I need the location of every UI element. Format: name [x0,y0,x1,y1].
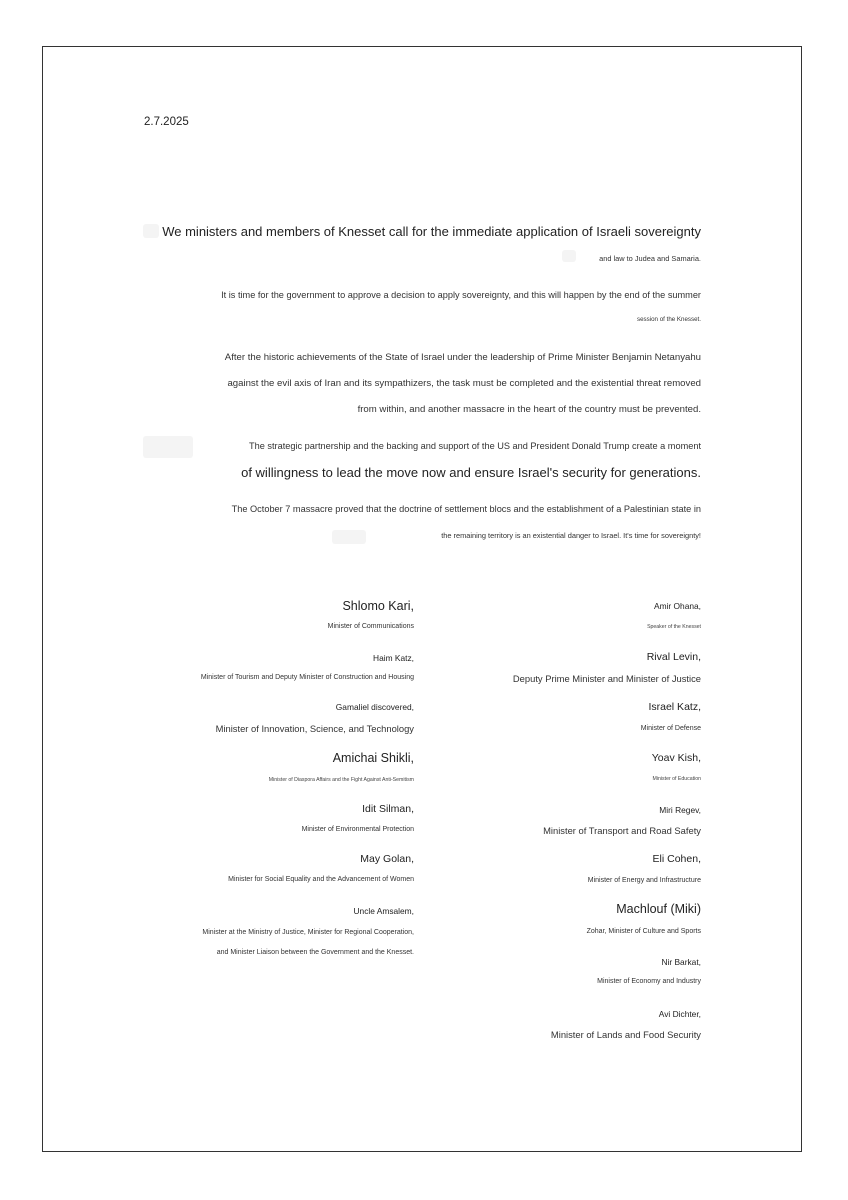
scan-artifact [143,224,159,238]
paragraph-2-line-2: session of the Knesset. [637,316,701,323]
document-date: 2.7.2025 [144,116,189,128]
signatory-title: Minister of Innovation, Science, and Technology [215,723,414,734]
signatory-name: Eli Cohen, [652,853,701,865]
scan-artifact [562,250,576,262]
signatory-title: and Minister Liaison between the Government and the Knesset. [216,949,414,956]
signatory-name: Rival Levin, [646,651,701,663]
signatory-name: Idit Silman, [362,803,414,815]
signatory-name: Israel Katz, [648,701,701,713]
signatory-title: Minister of Defense [640,725,701,732]
signatory-title: Minister of Environmental Protection [301,826,414,833]
signatory-name: Nir Barkat, [661,957,701,967]
signatory-name: Amir Ohana, [653,601,701,611]
signatory-title: Minister of Energy and Infrastructure [587,877,701,884]
signatory-title: Minister of Communications [327,623,414,630]
paragraph-5-line-2: the remaining territory is an existential danger to Israel. It's time for sovereignty! [441,531,701,540]
signatory-name: Uncle Amsalem, [353,906,414,916]
signatory-name: Shlomo Kari, [342,599,414,613]
signatory-title: Minister of Economy and Industry [597,978,701,985]
signatory-title: Minister at the Ministry of Justice, Minister for Regional Cooperation, [202,929,414,936]
page-border [42,46,802,1152]
signatory-name: Amichai Shikli, [332,751,414,765]
signatory-name: Gamaliel discovered, [335,702,414,712]
signatory-title: Minister of Lands and Food Security [550,1029,701,1040]
paragraph-3-line-1: After the historic achievements of the State of Israel under the leadership of Prime Minister Benjamin Netanyahu [224,352,701,363]
signatory-title: Minister for Social Equality and the Advancement of Women [228,876,414,883]
signatory-name: Miri Regev, [659,805,701,815]
signatory-title: Deputy Prime Minister and Minister of Justice [512,673,701,684]
paragraph-4-line-2: of willingness to lead the move now and ensure Israel's security for generations. [241,465,701,480]
signatory-name: Yoav Kish, [651,752,701,764]
paragraph-1-line-2: and law to Judea and Samaria. [599,254,701,263]
signatory-name: Machlouf (Miki) [616,902,701,916]
signatory-name: Haim Katz, [373,653,414,663]
signatory-title: Minister of Tourism and Deputy Minister of Construction and Housing [200,674,414,681]
signatory-title: Minister of Diaspora Affairs and the Fight Against Anti-Semitism [268,777,414,783]
paragraph-1-line-1: We ministers and members of Knesset call for the immediate application of Israeli sovereignty [162,224,701,239]
signatory-title: Minister of Transport and Road Safety [543,825,701,836]
signatory-title: Speaker of the Knesset [647,624,701,630]
paragraph-4-line-1: The strategic partnership and the backing and support of the US and President Donald Trump create a moment [249,441,701,451]
signatory-name: May Golan, [360,853,414,865]
scan-artifact [143,436,193,458]
paragraph-3-line-3: from within, and another massacre in the heart of the country must be prevented. [357,404,701,415]
signatory-name: Avi Dichter, [658,1009,701,1019]
signatory-title: Zohar, Minister of Culture and Sports [586,928,701,935]
paragraph-2-line-1: It is time for the government to approve a decision to apply sovereignty, and this will happen by the end of the summer [221,290,701,300]
signatory-title: Minister of Education [652,776,701,782]
paragraph-3-line-2: against the evil axis of Iran and its sympathizers, the task must be completed and the existential threat removed [227,378,701,389]
scan-artifact [332,530,366,544]
paragraph-5-line-1: The October 7 massacre proved that the doctrine of settlement blocs and the establishment of a Palestinian state in [231,504,701,514]
